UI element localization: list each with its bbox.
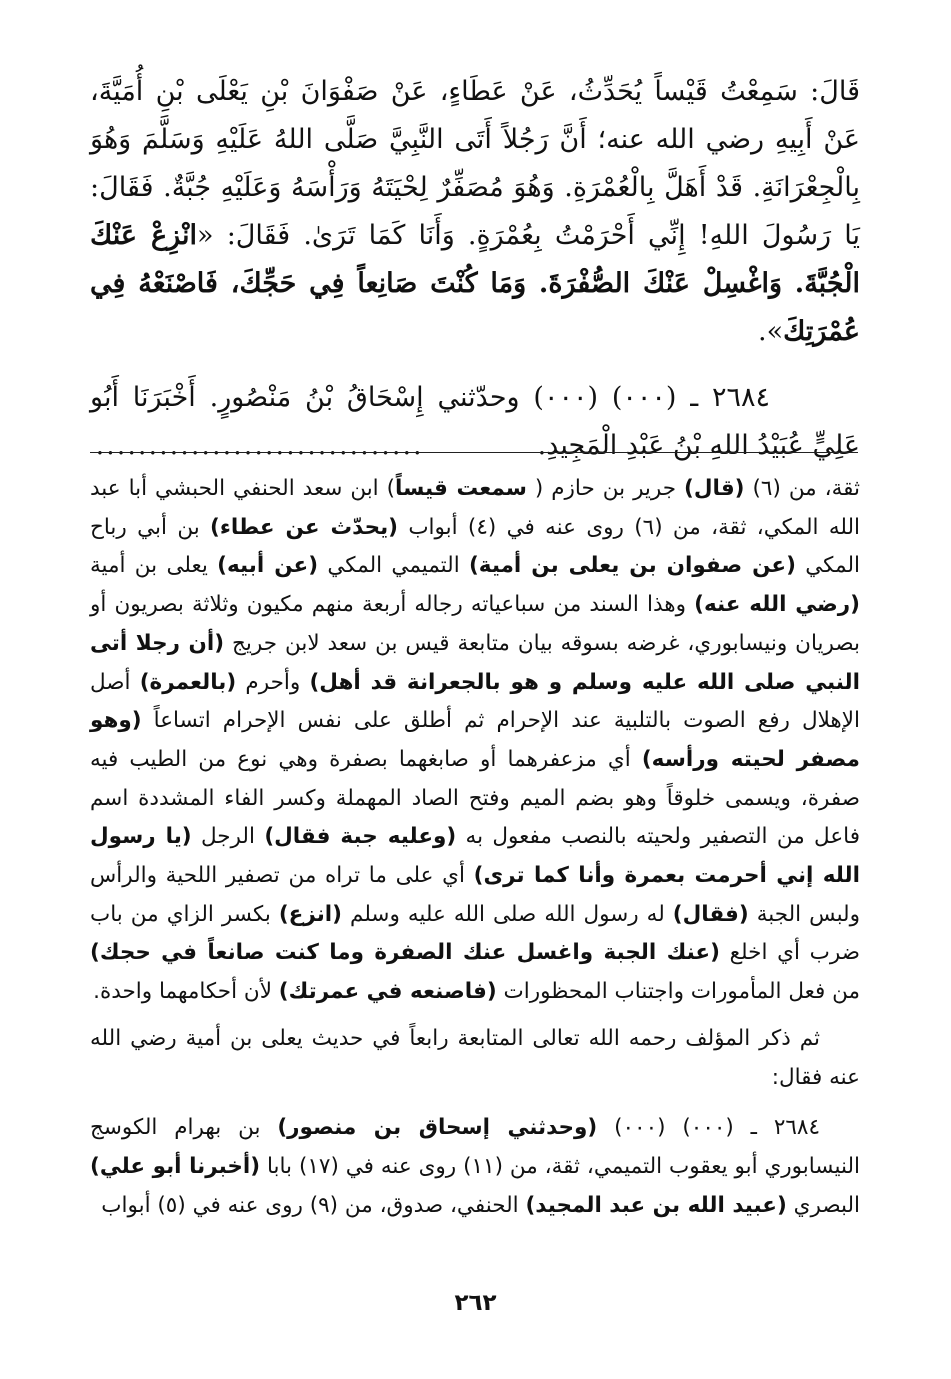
bold-quote-segment: (عن أبيه) xyxy=(217,553,319,579)
commentary-segment: الحنفي، صدوق، من (٩) روى عنه في (٥) أبواب xyxy=(101,1192,526,1218)
bold-quote-segment: (بالعمرة) xyxy=(139,669,237,695)
bold-quote-segment: (أن رجلا أتى النبي صلى الله عليه وسلم و هو بالجعرانة قد أهل) xyxy=(90,630,861,695)
hadith-text: قَالَ: سَمِعْتُ قَيْساً يُحَدِّثُ، عَنْ عَطَاءٍ، عَنْ صَفْوَانَ بْنِ يَعْلَى بْنِ أُمَيَّةَ، عَنْ أَبِيهِ رضي الله عنه؛ أَنَّ رَجُلاً أَتَى النَّبِيَّ صَلَّى اللهُ عَلَيْهِ وَسَلَّمَ وَهُوَ بِالْجِعْرَانَةِ. قَدْ أَهَلَّ بِالْعُمْرَةِ. وَهُوَ مُصَفِّرٌ لِحْيَتَهُ وَرَأْسَهُ وَعَلَيْهِ جُبَّةٌ. فَقَالَ: يَا رَسُولَ اللهِ! إِنِّي أَحْرَمْتُ بِعُمْرَةٍ. وَأَنَا كَمَا تَرَىٰ. فَقَالَ: « xyxy=(90,76,860,251)
bold-quote-segment: (انزع) xyxy=(278,901,342,927)
commentary-segment: التميمي المكي xyxy=(318,553,469,579)
bold-quote-segment: (قال) xyxy=(684,476,745,501)
isnad-text: ٢٦٨٤ ـ (٠٠٠) (٠٠٠) وحدّثني إِسْحَاقُ بْنُ مَنْصُورٍ. أَخْبَرَنَا أَبُو عَلِيٍّ عُبَيْدُ اللهِ بْنُ عَبْدِ الْمَجِيدِ. xyxy=(90,382,860,461)
commentary-paragraph-3 xyxy=(90,1109,860,1225)
footnote-separator xyxy=(90,452,858,453)
commentary-paragraph-1 xyxy=(90,470,860,1012)
page-number: ٢٦٢ xyxy=(454,1290,497,1316)
bold-quote-segment: سمعت قيساً xyxy=(395,476,527,501)
commentary-segment: وأحرم xyxy=(236,669,310,695)
commentary-segment: جرير بن حازم ( xyxy=(526,476,685,501)
commentary-segment: أي على ما تراه من تصفير اللحية والرأس ولبس الجبة xyxy=(90,863,860,927)
bold-quote-segment: (عنك الجبة واغسل عنك الصفرة وما كنت صانعاً في حجك) xyxy=(90,940,720,966)
commentary xyxy=(90,470,860,1225)
bold-quote-segment: (وعليه جبة فقال) xyxy=(264,824,457,850)
commentary-paragraph-2: ثم ذكر المؤلف رحمه الله تعالى المتابعة رابعاً في حديث يعلى بن أمية رضي الله عنه فقال: xyxy=(90,1025,860,1090)
commentary-segment: من فعل المأمورات واجتناب المحظورات xyxy=(496,979,860,1005)
bold-quote-segment: (فاصنعه في عمرتك) xyxy=(278,979,497,1005)
commentary-segment: وهذا السند من سباعياته رجاله أربعة منهم مكيون وثلاثة بصريون أو بصريان ونيسابوري، غرضه بسوقه بيان متابعة قيس بن سعد لابن جريج xyxy=(90,592,860,656)
commentary-segment: الرجل xyxy=(191,824,265,850)
commentary-segment: ثقة، من (٦) xyxy=(744,476,860,501)
bold-quote-segment: (رضي الله عنه) xyxy=(694,592,860,618)
commentary-segment: ٢٦٨٤ ـ (٠٠٠) (٠٠٠) xyxy=(597,1115,821,1141)
bold-quote-segment: (عبيد الله بن عبد المجيد) xyxy=(525,1192,787,1218)
commentary-segment: ) ابن سعد الحنفي الحبشي أبا عبد الله المكي، ثقة، من (٦) روى عنه في (٤) أبواب xyxy=(90,476,860,540)
bold-quote-segment: (يحدّث عن عطاء) xyxy=(210,514,398,540)
bold-quote-segment: (عن صفوان بن يعلى بن أمية) xyxy=(468,553,796,579)
prophet-quote: انْزِعْ عَنْكَ الْجُبَّةَ. وَاغْسِلْ عَنْكَ الصُّفْرَةَ. وَمَا كُنْتَ صَانِعاً فِي حَجِّكَ، فَاصْنَعْهُ فِي عُمْرَتِكَ xyxy=(90,220,860,347)
commentary-segment: بن أبي رباح المكي xyxy=(90,514,860,579)
commentary-segment: يعلى بن أمية xyxy=(90,553,218,579)
bold-quote-segment: (يا رسول الله إني أحرمت بعمرة وأنا كما ترى) xyxy=(90,824,860,889)
bold-quote-segment: (أخبرنا أبو علي) xyxy=(90,1153,261,1179)
commentary-segment: أصل الإهلال رفع الصوت بالتلبية عند الإحرام ثم أطلق على نفس الإحرام اتساعاً xyxy=(90,669,860,734)
commentary-segment: أي مزعفرهما أو صابغهما بصفرة وهي نوع من الطيب فيه صفرة، ويسمى خلوقاً وهو بضم الميم وفتح الصاد المهملة وكسر الفاء المشددة اسم فاعل من التصفير ولحيته بالنصب مفعول به xyxy=(90,746,860,850)
bold-quote-segment: (فقال) xyxy=(672,901,749,927)
isnad-paragraph xyxy=(90,374,860,470)
main-text xyxy=(90,68,860,470)
ellipsis-dots: ............................... xyxy=(95,430,424,461)
commentary-segment: بكسر الزاي من باب ضرب أي اخلع xyxy=(90,901,860,966)
bold-quote-segment: (وهو مصفر لحيته ورأسه) xyxy=(90,708,860,772)
commentary-segment: البصري xyxy=(786,1192,860,1218)
bold-quote-segment: (وحدثني إسحاق بن منصور) xyxy=(277,1115,598,1141)
commentary-segment: بن بهرام الكوسج النيسابوري أبو يعقوب التميمي، ثقة، من (١١) روى عنه في (١٧) بابا xyxy=(90,1115,860,1179)
commentary-segment: له رسول الله صلى الله عليه وسلم xyxy=(341,901,673,927)
hadith-text-end: ». xyxy=(758,316,784,347)
commentary-segment: لأن أحكامهما واحدة. xyxy=(93,979,279,1005)
hadith-paragraph xyxy=(90,68,860,356)
